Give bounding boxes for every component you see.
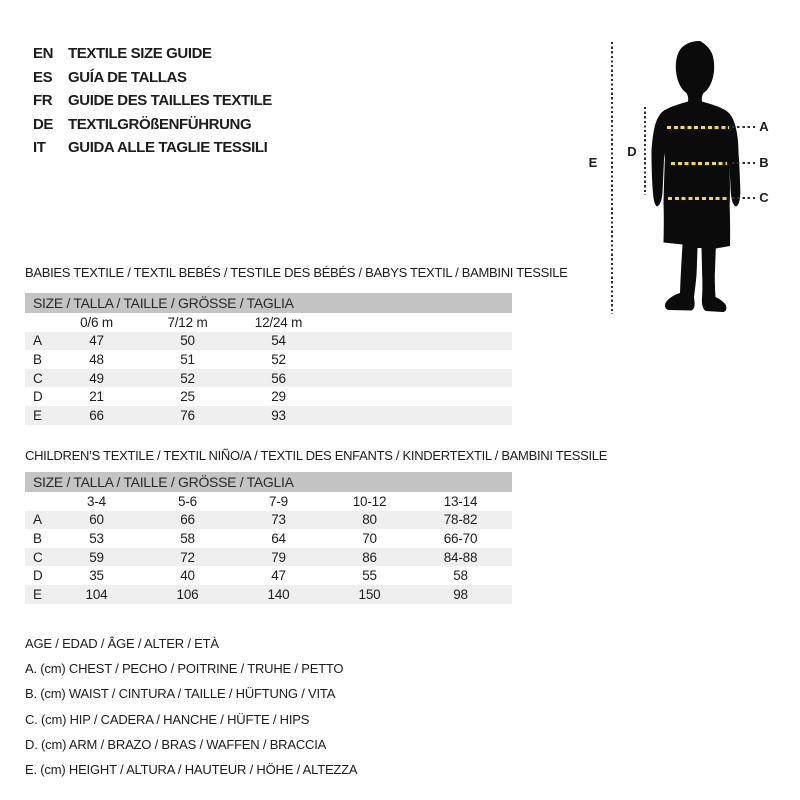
- measurement-legend: [25, 631, 357, 782]
- column-header: 13-14: [443, 493, 478, 509]
- lang-code: EN: [33, 45, 54, 63]
- row-label: B: [33, 530, 42, 546]
- lang-code: FR: [33, 92, 53, 110]
- legend-chest: A. (cm) CHEST / PECHO / POITRINE / TRUHE / PETTO: [25, 661, 344, 677]
- table-cell: 48: [89, 351, 104, 367]
- table-cell: 56: [271, 370, 286, 386]
- lang-line-fr: [33, 89, 272, 113]
- table-cell: 35: [89, 568, 104, 584]
- table-cell: 72: [180, 549, 195, 565]
- label-height-e: E: [588, 155, 598, 170]
- table-row: [25, 585, 512, 604]
- row-label: A: [33, 512, 42, 528]
- hip-leader-line: [732, 197, 756, 199]
- table-cell: 66-70: [443, 530, 478, 546]
- column-header: 5-6: [178, 493, 197, 509]
- table-cell: 47: [89, 333, 104, 349]
- table-cell: 29: [271, 389, 286, 405]
- column-header: 12/24 m: [254, 314, 303, 330]
- lang-line-en: [33, 42, 272, 66]
- lang-title: GUÍA DE TALLAS: [68, 68, 187, 86]
- table-cell: 59: [89, 549, 104, 565]
- arm-measure-line: [644, 107, 646, 195]
- row-label: A: [33, 333, 42, 349]
- table-cell: 50: [180, 333, 195, 349]
- column-header: 7-9: [269, 493, 288, 509]
- table-row: [25, 350, 512, 369]
- lang-line-es: [33, 66, 272, 90]
- table-cell: 58: [453, 568, 468, 584]
- table-cell: 49: [89, 370, 104, 386]
- children-size-table: [25, 472, 512, 604]
- table-cell: 40: [180, 568, 195, 584]
- table-cell: 76: [180, 407, 195, 423]
- table-cell: 66: [180, 512, 195, 528]
- height-measure-line: [611, 42, 613, 314]
- lang-code: ES: [33, 68, 53, 86]
- table-row: [25, 369, 512, 388]
- lang-title: TEXTILGRÖßENFÜHRUNG: [68, 115, 252, 133]
- table-cell: 55: [362, 568, 377, 584]
- table-cell: 104: [85, 586, 108, 602]
- label-hip-c: C: [759, 190, 769, 205]
- legend-height: E. (cm) HEIGHT / ALTURA / HAUTEUR / HÖHE / ALTEZZA: [25, 762, 358, 778]
- babies-size-table: [25, 293, 512, 425]
- table-cell: 53: [89, 530, 104, 546]
- table-cell: 58: [180, 530, 195, 546]
- chest-leader-line: [732, 126, 756, 128]
- table-cell: 25: [180, 389, 195, 405]
- column-header: 10-12: [352, 493, 387, 509]
- table-cell: 78-82: [443, 512, 478, 528]
- waist-measure-line: [671, 162, 727, 165]
- column-header: 3-4: [87, 493, 106, 509]
- row-label: E: [33, 407, 42, 423]
- child-silhouette-image: [630, 35, 760, 315]
- lang-code: DE: [33, 115, 54, 133]
- children-size-header-bar: SIZE / TALLA / TAILLE / GRÖSSE / TAGLIA: [25, 472, 512, 492]
- table-row: [25, 566, 512, 585]
- legend-age: AGE / EDAD / ÂGE / ALTER / ETÀ: [25, 636, 219, 652]
- table-cell: 79: [271, 549, 286, 565]
- table-row: [25, 529, 512, 548]
- table-cell: 64: [271, 530, 286, 546]
- table-cell: 73: [271, 512, 286, 528]
- hip-measure-line: [668, 197, 728, 200]
- children-column-header-row: [25, 492, 512, 511]
- table-cell: 106: [176, 586, 199, 602]
- table-row: [25, 332, 512, 351]
- table-cell: 140: [267, 586, 290, 602]
- table-cell: 52: [271, 351, 286, 367]
- table-cell: 66: [89, 407, 104, 423]
- legend-arm: D. (cm) ARM / BRAZO / BRAS / WAFFEN / BRACCIA: [25, 736, 327, 752]
- label-arm-d: D: [627, 144, 637, 159]
- table-row: [25, 511, 512, 530]
- label-waist-b: B: [759, 155, 769, 170]
- babies-column-header-row: [25, 313, 512, 332]
- legend-hip: C. (cm) HIP / CADERA / HANCHE / HÜFTE / HIPS: [25, 711, 310, 727]
- table-cell: 98: [453, 586, 468, 602]
- lang-code: IT: [33, 139, 46, 157]
- table-row: [25, 406, 512, 425]
- lang-line-de: [33, 113, 272, 137]
- table-cell: 84-88: [443, 549, 478, 565]
- table-cell: 51: [180, 351, 195, 367]
- lang-title: GUIDA ALLE TAGLIE TESSILI: [68, 139, 268, 157]
- row-label: C: [33, 549, 43, 565]
- lang-line-it: [33, 136, 272, 160]
- table-cell: 21: [89, 389, 104, 405]
- waist-leader-line: [732, 162, 756, 164]
- row-label: B: [33, 351, 42, 367]
- row-label: E: [33, 586, 42, 602]
- table-cell: 80: [362, 512, 377, 528]
- column-header: 7/12 m: [167, 314, 208, 330]
- table-cell: 47: [271, 568, 286, 584]
- table-cell: 52: [180, 370, 195, 386]
- chest-measure-line: [667, 126, 729, 129]
- babies-size-header-bar: SIZE / TALLA / TAILLE / GRÖSSE / TAGLIA: [25, 293, 512, 313]
- table-cell: 54: [271, 333, 286, 349]
- column-header: 0/6 m: [80, 314, 113, 330]
- children-section-title: CHILDREN’S TEXTILE / TEXTIL NIÑO/A / TEXTIL DES ENFANTS / KINDERTEXTIL / BAMBINI TESSILE: [25, 448, 608, 463]
- table-row: [25, 548, 512, 567]
- label-chest-a: A: [759, 119, 769, 134]
- row-label: C: [33, 370, 43, 386]
- lang-title: TEXTILE SIZE GUIDE: [68, 45, 212, 63]
- legend-waist: B. (cm) WAIST / CINTURA / TAILLE / HÜFTUNG / VITA: [25, 686, 336, 702]
- language-title-list: [33, 42, 272, 160]
- lang-title: GUIDE DES TAILLES TEXTILE: [68, 92, 272, 110]
- row-label: D: [33, 389, 43, 405]
- babies-section-title: BABIES TEXTILE / TEXTIL BEBÉS / TESTILE DES BÉBÉS / BABYS TEXTIL / BAMBINI TESSILE: [25, 265, 568, 280]
- table-cell: 150: [358, 586, 381, 602]
- table-cell: 70: [362, 530, 377, 546]
- table-cell: 86: [362, 549, 377, 565]
- table-row: [25, 387, 512, 406]
- table-cell: 60: [89, 512, 104, 528]
- table-cell: 93: [271, 407, 286, 423]
- row-label: D: [33, 568, 43, 584]
